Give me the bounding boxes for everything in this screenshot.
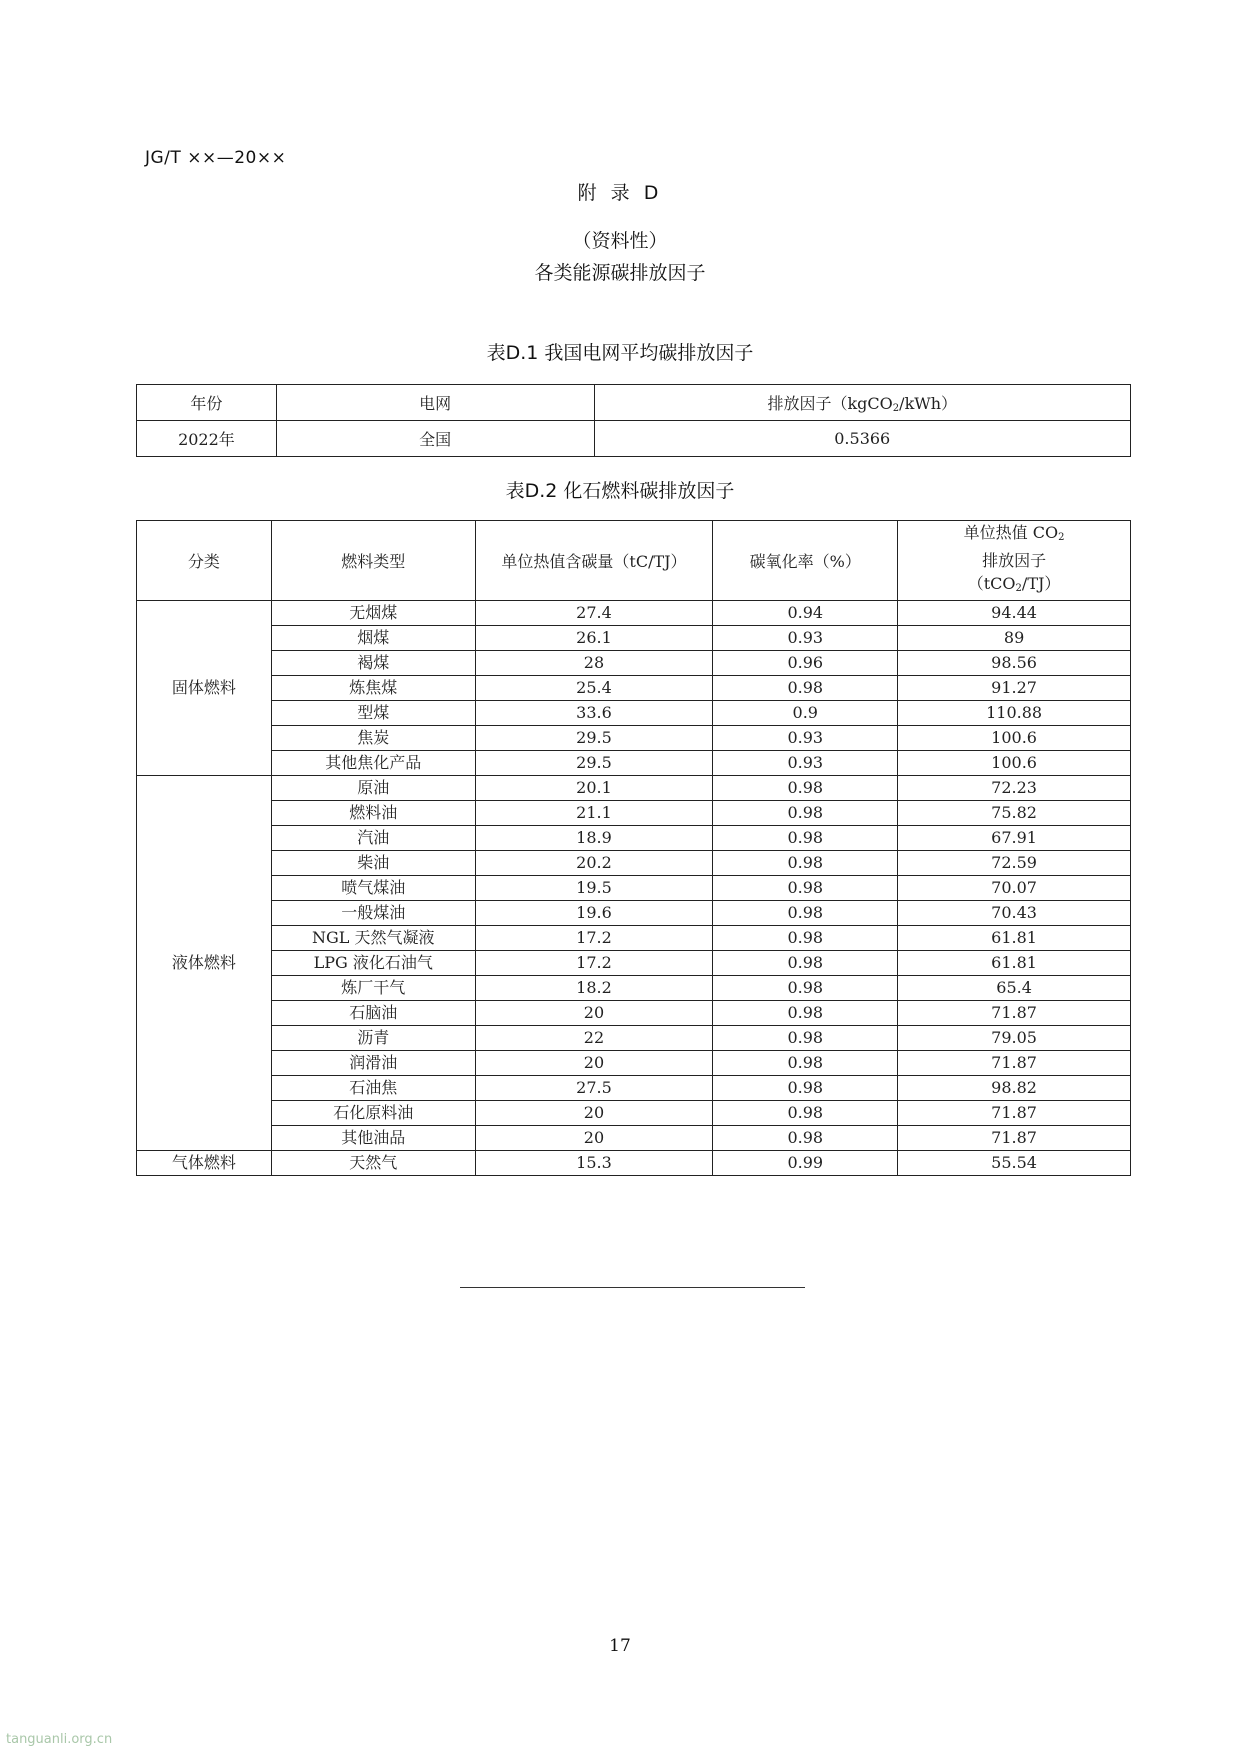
cell-carbon-content: 18.9	[475, 826, 713, 851]
cell-oxidation-rate: 0.93	[713, 626, 898, 651]
cell-fuel-type: 润滑油	[271, 1051, 475, 1076]
cell-carbon-content: 18.2	[475, 976, 713, 1001]
table-row	[137, 1101, 1131, 1126]
cell-co2-factor: 67.91	[898, 826, 1131, 851]
document-code: JG/T ××—20××	[145, 148, 287, 168]
table-row	[137, 701, 1131, 726]
cell-fuel-type: 炼厂干气	[271, 976, 475, 1001]
cell-co2-factor: 100.6	[898, 726, 1131, 751]
cell-carbon-content: 25.4	[475, 676, 713, 701]
appendix-kind: （资料性）	[572, 230, 668, 252]
cell-oxidation-rate: 0.98	[713, 1026, 898, 1051]
cell-oxidation-rate: 0.98	[713, 851, 898, 876]
table-row	[137, 851, 1131, 876]
table-row	[137, 626, 1131, 651]
cell-co2-factor: 110.88	[898, 701, 1131, 726]
header-fuel-type: 燃料类型	[271, 521, 475, 601]
cell-carbon-content: 27.4	[475, 601, 713, 626]
cell-fuel-type: 一般煤油	[271, 901, 475, 926]
cell-co2-factor: 94.44	[898, 601, 1131, 626]
cell-co2-factor: 61.81	[898, 951, 1131, 976]
table-row	[137, 951, 1131, 976]
cell-oxidation-rate: 0.98	[713, 776, 898, 801]
cell-carbon-content: 33.6	[475, 701, 713, 726]
cell-co2-factor: 61.81	[898, 926, 1131, 951]
cell-fuel-type: LPG 液化石油气	[271, 951, 475, 976]
cell-oxidation-rate: 0.98	[713, 901, 898, 926]
cell-carbon-content: 29.5	[475, 751, 713, 776]
cell-fuel-type: 烟煤	[271, 626, 475, 651]
table-row	[137, 926, 1131, 951]
table-row	[137, 1051, 1131, 1076]
cell-category: 气体燃料	[137, 1151, 272, 1176]
header-emission-factor: 排放因子（kgCO$_2$/kWh）	[594, 385, 1131, 421]
cell-fuel-type: 型煤	[271, 701, 475, 726]
table-row	[137, 1001, 1131, 1026]
cell-fuel-type: 其他油品	[271, 1126, 475, 1151]
table-row	[137, 601, 1131, 626]
cell-co2-factor: 98.82	[898, 1076, 1131, 1101]
cell-fuel-type: 焦炭	[271, 726, 475, 751]
cell-fuel-type: 石油焦	[271, 1076, 475, 1101]
page-number: 17	[609, 1636, 631, 1656]
cell-co2-factor: 91.27	[898, 676, 1131, 701]
cell-carbon-content: 21.1	[475, 801, 713, 826]
cell-co2-factor: 71.87	[898, 1051, 1131, 1076]
cell-co2-factor: 98.56	[898, 651, 1131, 676]
table-header-row	[137, 385, 1131, 421]
cell-oxidation-rate: 0.98	[713, 1001, 898, 1026]
grid-emission-table	[136, 384, 1131, 457]
table-row	[137, 1151, 1131, 1176]
cell-co2-factor: 71.87	[898, 1001, 1131, 1026]
cell-fuel-type: 原油	[271, 776, 475, 801]
appendix-title: 附 录 D	[577, 182, 663, 204]
table1-caption: 表D.1 我国电网平均碳排放因子	[486, 342, 754, 364]
cell-oxidation-rate: 0.98	[713, 876, 898, 901]
cell-carbon-content: 17.2	[475, 951, 713, 976]
cell-fuel-type: 无烟煤	[271, 601, 475, 626]
cell-oxidation-rate: 0.98	[713, 826, 898, 851]
cell-fuel-type: 褐煤	[271, 651, 475, 676]
cell-carbon-content: 17.2	[475, 926, 713, 951]
cell-fuel-type: 燃料油	[271, 801, 475, 826]
cell-fuel-type: 天然气	[271, 1151, 475, 1176]
cell-category: 液体燃料	[137, 776, 272, 1151]
cell-oxidation-rate: 0.98	[713, 1101, 898, 1126]
table-row	[137, 876, 1131, 901]
cell-co2-factor: 71.87	[898, 1101, 1131, 1126]
cell-oxidation-rate: 0.96	[713, 651, 898, 676]
table-row	[137, 651, 1131, 676]
table-row	[137, 676, 1131, 701]
cell-oxidation-rate: 0.98	[713, 926, 898, 951]
header-grid: 电网	[276, 385, 594, 421]
cell-carbon-content: 20	[475, 1101, 713, 1126]
table-row	[137, 826, 1131, 851]
cell-oxidation-rate: 0.98	[713, 951, 898, 976]
header-year: 年份	[137, 385, 277, 421]
cell-co2-factor: 70.43	[898, 901, 1131, 926]
cell-factor: 0.5366	[594, 421, 1131, 457]
cell-fuel-type: 汽油	[271, 826, 475, 851]
cell-fuel-type: 炼焦煤	[271, 676, 475, 701]
appendix-subject: 各类能源碳排放因子	[534, 262, 706, 284]
cell-oxidation-rate: 0.98	[713, 676, 898, 701]
cell-oxidation-rate: 0.98	[713, 1126, 898, 1151]
table2-caption: 表D.2 化石燃料碳排放因子	[505, 480, 735, 502]
cell-carbon-content: 26.1	[475, 626, 713, 651]
cell-fuel-type: 石脑油	[271, 1001, 475, 1026]
cell-category: 固体燃料	[137, 601, 272, 776]
header-category: 分类	[137, 521, 272, 601]
cell-co2-factor: 100.6	[898, 751, 1131, 776]
table-row	[137, 976, 1131, 1001]
cell-carbon-content: 27.5	[475, 1076, 713, 1101]
cell-oxidation-rate: 0.98	[713, 801, 898, 826]
cell-fuel-type: 喷气煤油	[271, 876, 475, 901]
header-co2-factor: 单位热值 $CO_2$ 排放因子 （tCO$_2$/TJ）	[898, 521, 1131, 601]
table-row	[137, 1026, 1131, 1051]
cell-carbon-content: 19.5	[475, 876, 713, 901]
cell-year: 2022年	[137, 421, 277, 457]
header-carbon-content: 单位热值含碳量（tC/TJ）	[475, 521, 713, 601]
cell-carbon-content: 20.2	[475, 851, 713, 876]
cell-carbon-content: 20	[475, 1051, 713, 1076]
cell-co2-factor: 70.07	[898, 876, 1131, 901]
table-header-row	[137, 521, 1131, 601]
table-row	[137, 901, 1131, 926]
cell-co2-factor: 79.05	[898, 1026, 1131, 1051]
table-row	[137, 421, 1131, 457]
cell-co2-factor: 71.87	[898, 1126, 1131, 1151]
cell-co2-factor: 75.82	[898, 801, 1131, 826]
cell-co2-factor: 55.54	[898, 1151, 1131, 1176]
cell-oxidation-rate: 0.98	[713, 1076, 898, 1101]
cell-co2-factor: 72.23	[898, 776, 1131, 801]
table-row	[137, 776, 1131, 801]
cell-co2-factor: 65.4	[898, 976, 1131, 1001]
fossil-fuel-emission-table	[136, 520, 1131, 1176]
cell-fuel-type: 沥青	[271, 1026, 475, 1051]
cell-oxidation-rate: 0.98	[713, 976, 898, 1001]
table-body	[137, 601, 1131, 1176]
cell-oxidation-rate: 0.93	[713, 751, 898, 776]
table-row	[137, 1126, 1131, 1151]
cell-fuel-type: 柴油	[271, 851, 475, 876]
cell-fuel-type: 石化原料油	[271, 1101, 475, 1126]
cell-fuel-type: NGL 天然气凝液	[271, 926, 475, 951]
cell-oxidation-rate: 0.94	[713, 601, 898, 626]
watermark: tanguanli.org.cn	[6, 1732, 113, 1747]
cell-carbon-content: 29.5	[475, 726, 713, 751]
cell-carbon-content: 15.3	[475, 1151, 713, 1176]
cell-oxidation-rate: 0.98	[713, 1051, 898, 1076]
cell-carbon-content: 22	[475, 1026, 713, 1051]
cell-carbon-content: 20	[475, 1001, 713, 1026]
table-row	[137, 801, 1131, 826]
cell-carbon-content: 19.6	[475, 901, 713, 926]
table-row	[137, 751, 1131, 776]
cell-fuel-type: 其他焦化产品	[271, 751, 475, 776]
cell-co2-factor: 72.59	[898, 851, 1131, 876]
cell-carbon-content: 20.1	[475, 776, 713, 801]
header-oxidation-rate: 碳氧化率（%）	[713, 521, 898, 601]
cell-carbon-content: 28	[475, 651, 713, 676]
cell-co2-factor: 89	[898, 626, 1131, 651]
cell-oxidation-rate: 0.93	[713, 726, 898, 751]
table-row	[137, 726, 1131, 751]
cell-carbon-content: 20	[475, 1126, 713, 1151]
end-rule	[460, 1287, 805, 1288]
cell-oxidation-rate: 0.9	[713, 701, 898, 726]
cell-oxidation-rate: 0.99	[713, 1151, 898, 1176]
table-row	[137, 1076, 1131, 1101]
cell-grid: 全国	[276, 421, 594, 457]
